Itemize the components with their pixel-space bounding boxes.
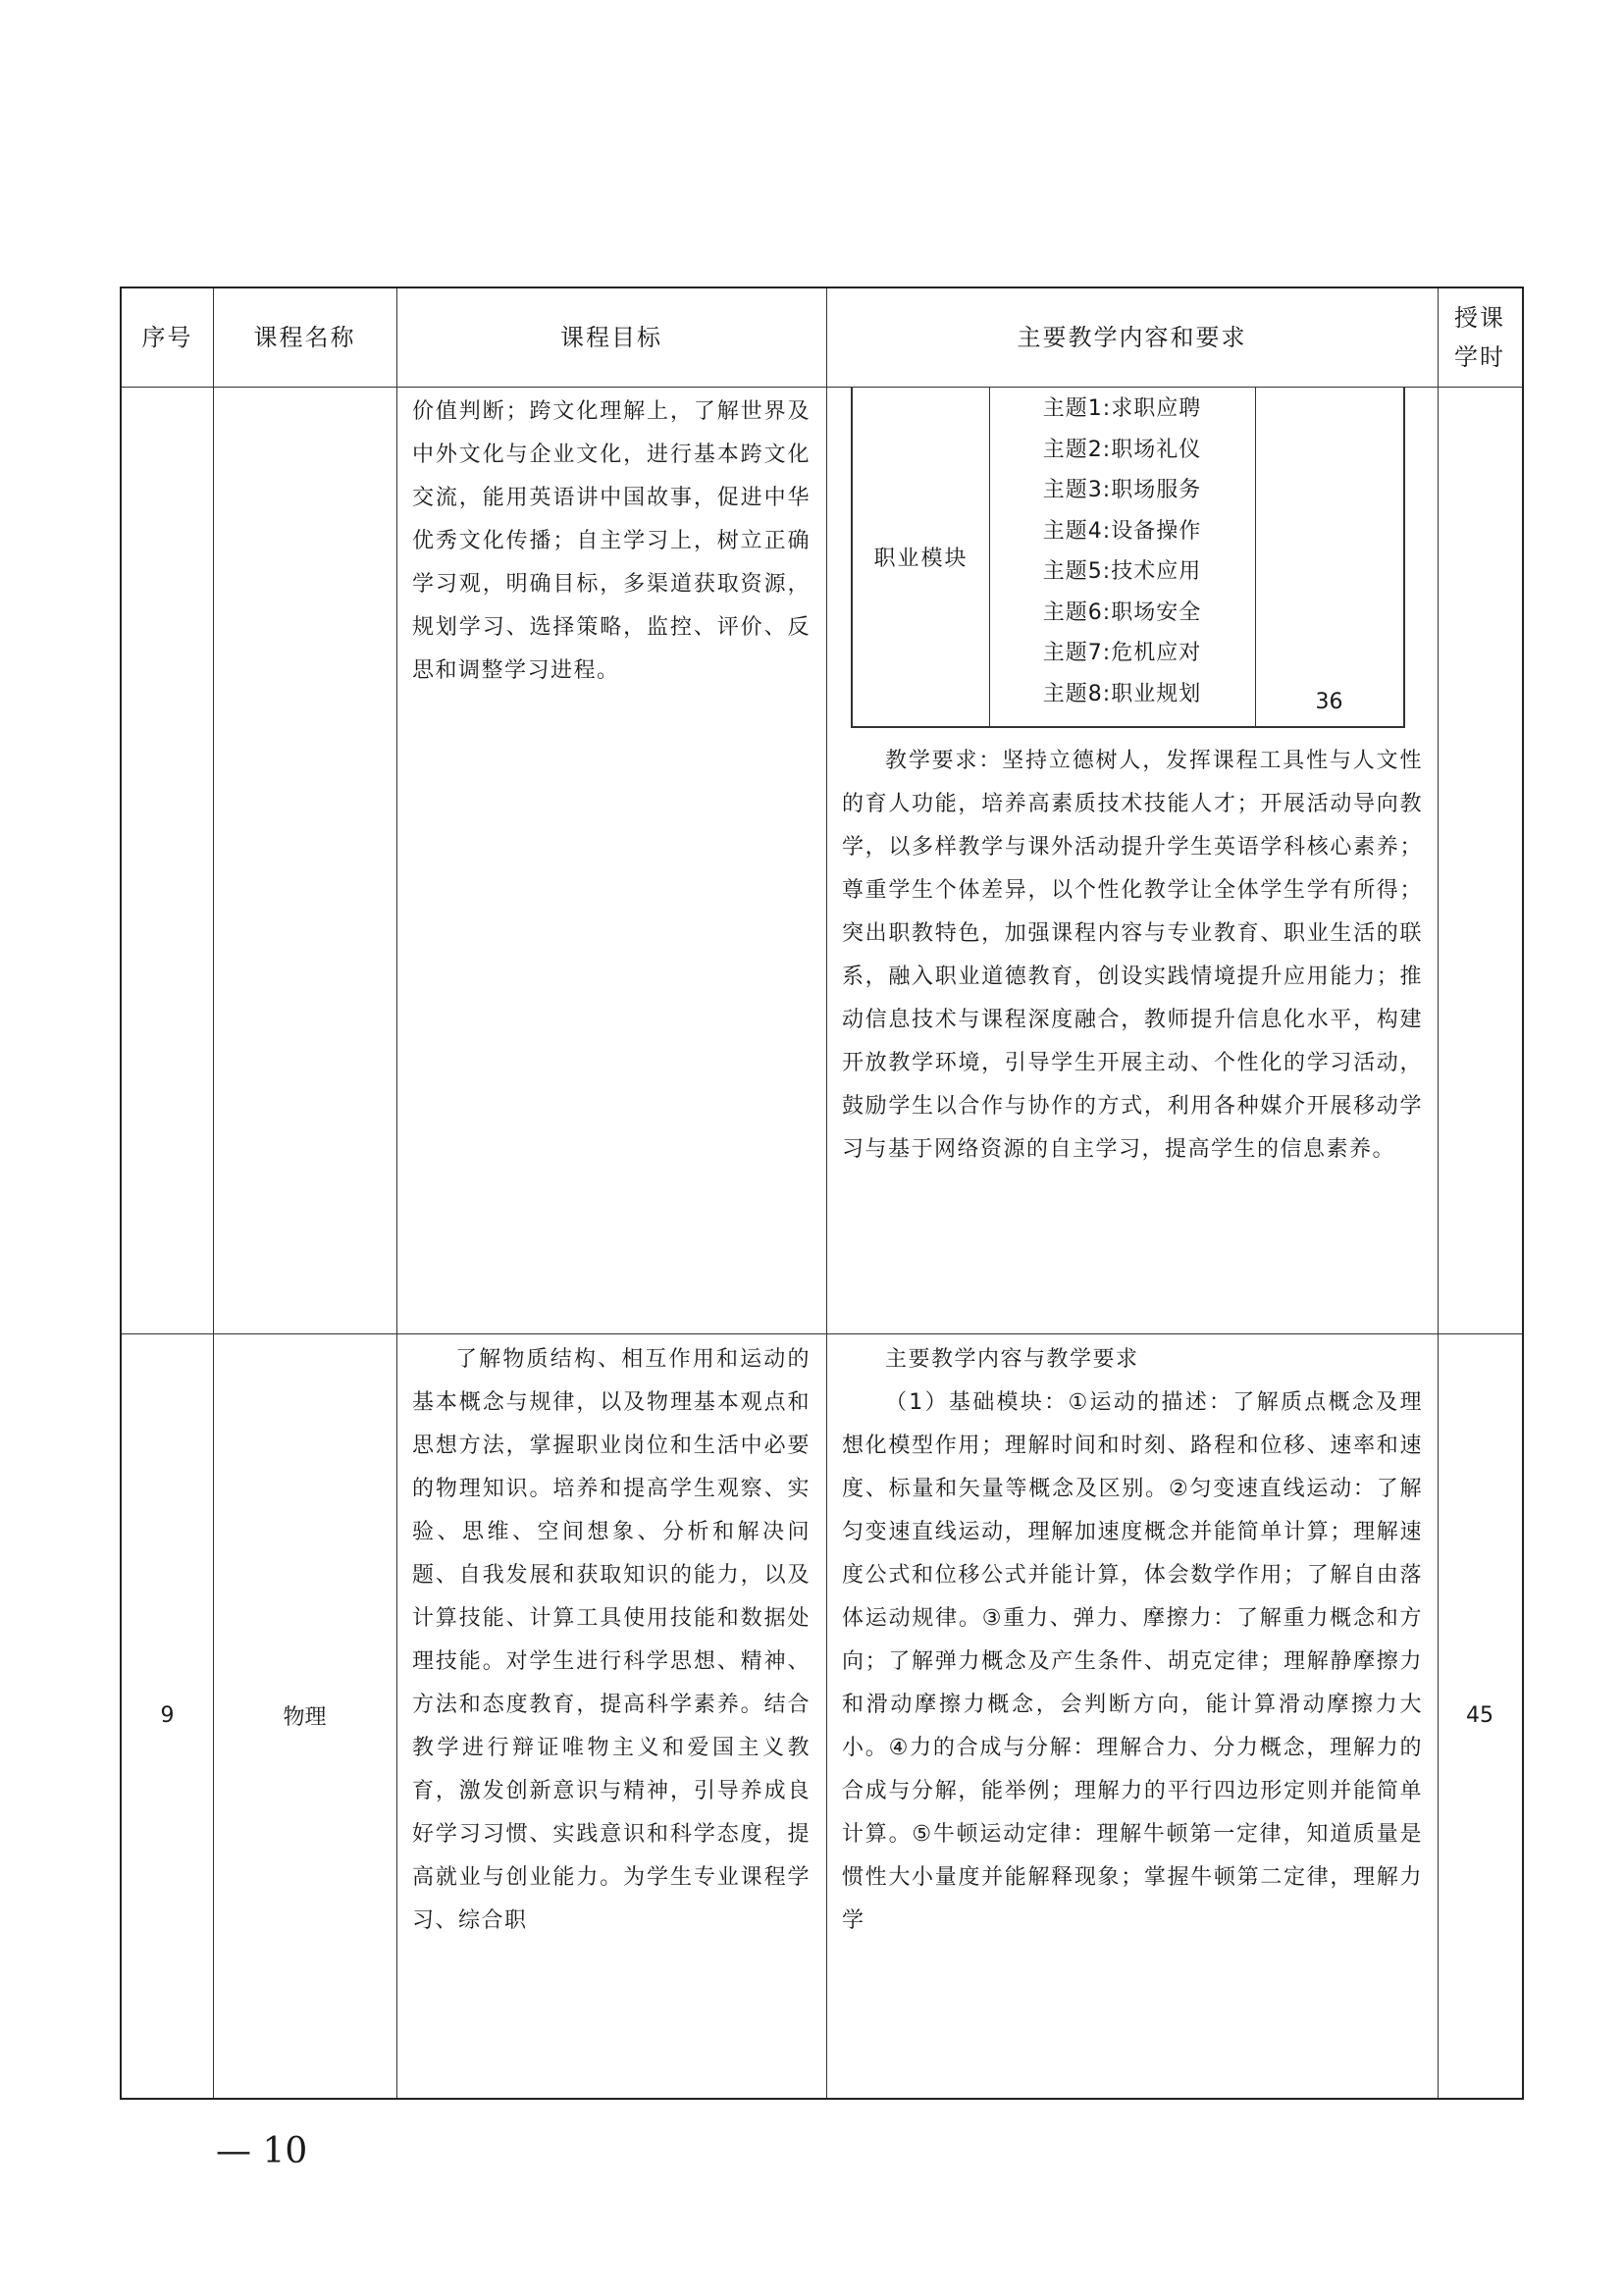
goal-paragraph: 价值判断；跨文化理解上，了解世界及中外文化与企业文化，进行基本跨文化交流，能用英语讲中国故事，促进中华优秀文化传播；自主学习上，树立正确学习观，明确目标，多渠道获取资源，规划学习、选择策略，监控、评价、反思和调整学习进程。 [412,399,811,683]
list-item: 主题2:职场礼仪 [1042,437,1202,462]
list-item: 主题4:设备操作 [1042,518,1202,544]
page-number: — 10 [216,2131,308,2171]
module-inner-table [851,387,1405,728]
header-course-name: 课程名称 [253,324,356,351]
list-item: 主题7:危机应对 [1042,641,1202,665]
row-9-content [842,1338,1423,1943]
course-table [120,287,1524,2100]
header-hours [1438,288,1522,387]
row-9-content-paragraph: （1）基础模块：①运动的描述：了解质点概念及理想化模型作用；理解时间和时刻、路程和位移、速率和速度、标量和矢量等概念及区别。②匀变速直线运动：了解匀变速直线运动，理解加速度概念并能简单计算；理解速度公式和位移公式并能计算，体会数学作用；了解自由落体运动规律。③重力、弹力、摩擦力：了解重力概念和方向；了解弹力概念及产生条件、胡克定律；理解静摩擦力和滑动摩擦力概念，会判断方向，能计算滑动摩擦力大小。④力的合成与分解：理解合力、分力概念，理解力的合成与分解，能举例；理解力的平行四边形定则并能简单计算。⑤牛顿运动定律：理解牛顿第一定律，知道质量是惯性大小量度并能解释现象；掌握牛顿第二定律，理解力学 [842,1390,1423,1933]
header-content: 主要教学内容和要求 [1017,324,1247,351]
topic-list [989,389,1255,714]
module-name: 职业模块 [873,546,969,571]
requirement-text [842,740,1423,1172]
header-hours-label: 授课学时 [1454,304,1505,371]
row-9-hours: 45 [1466,1703,1493,1728]
list-item: 主题6:职场安全 [1042,600,1202,625]
row-9-goal-paragraph: 了解物质结构、相互作用和运动的基本概念与规律，以及物理基本观点和思想方法，掌握职业岗位和生活中必要的物理知识。培养和提高学生观察、实验、思维、空间想象、分析和解决问题、自我发展和获取知识的能力，以及计算技能、计算工具使用技能和数据处理技能。对学生进行科学思想、精神、方法和态度教育，提高科学素养。结合教学进行辩证唯物主义和爱国主义教育，激发创新意识与精神，引导养成良好学习习惯、实践意识和科学态度，提高就业与创业能力。为学生专业课程学习、综合职 [412,1347,811,1933]
list-item: 主题3:职场服务 [1042,478,1202,502]
row-9-seq: 9 [160,1703,175,1728]
row-9-course-name: 物理 [283,1705,327,1730]
column-divider [826,288,827,2098]
module-hours: 36 [1315,689,1343,714]
header-seq: 序号 [141,324,193,351]
header-goal: 课程目标 [560,324,662,351]
list-item: 主题5:技术应用 [1042,559,1202,584]
list-item: 主题1:求职应聘 [1042,396,1202,421]
requirement-paragraph: 教学要求：坚持立德树人，发挥课程工具性与人文性的育人功能，培养高素质技术技能人才；开展活动导向教学，以多样教学与课外活动提升学生英语学科核心素养；尊重学生个体差异，以个性化教学让全体学生学有所得；突出职教特色，加强课程内容与专业教育、职业生活的联系，融入职业道德教育，创设实践情境提升应用能力；推动信息技术与课程深度融合，教师提升信息化水平，构建开放教学环境，引导学生开展主动、个性化的学习活动，鼓励学生以合作与协作的方式，利用各种媒介开展移动学习与基于网络资源的自主学习，提高学生的信息素养。 [842,749,1423,1162]
row-9-content-heading: 主要教学内容与教学要求 [885,1347,1139,1372]
column-divider [396,288,397,2098]
goal-text-continued [412,391,811,693]
inner-column-divider [1255,387,1256,726]
list-item: 主题8:职业规划 [1042,681,1202,706]
row-9-goal-text [412,1338,811,1943]
